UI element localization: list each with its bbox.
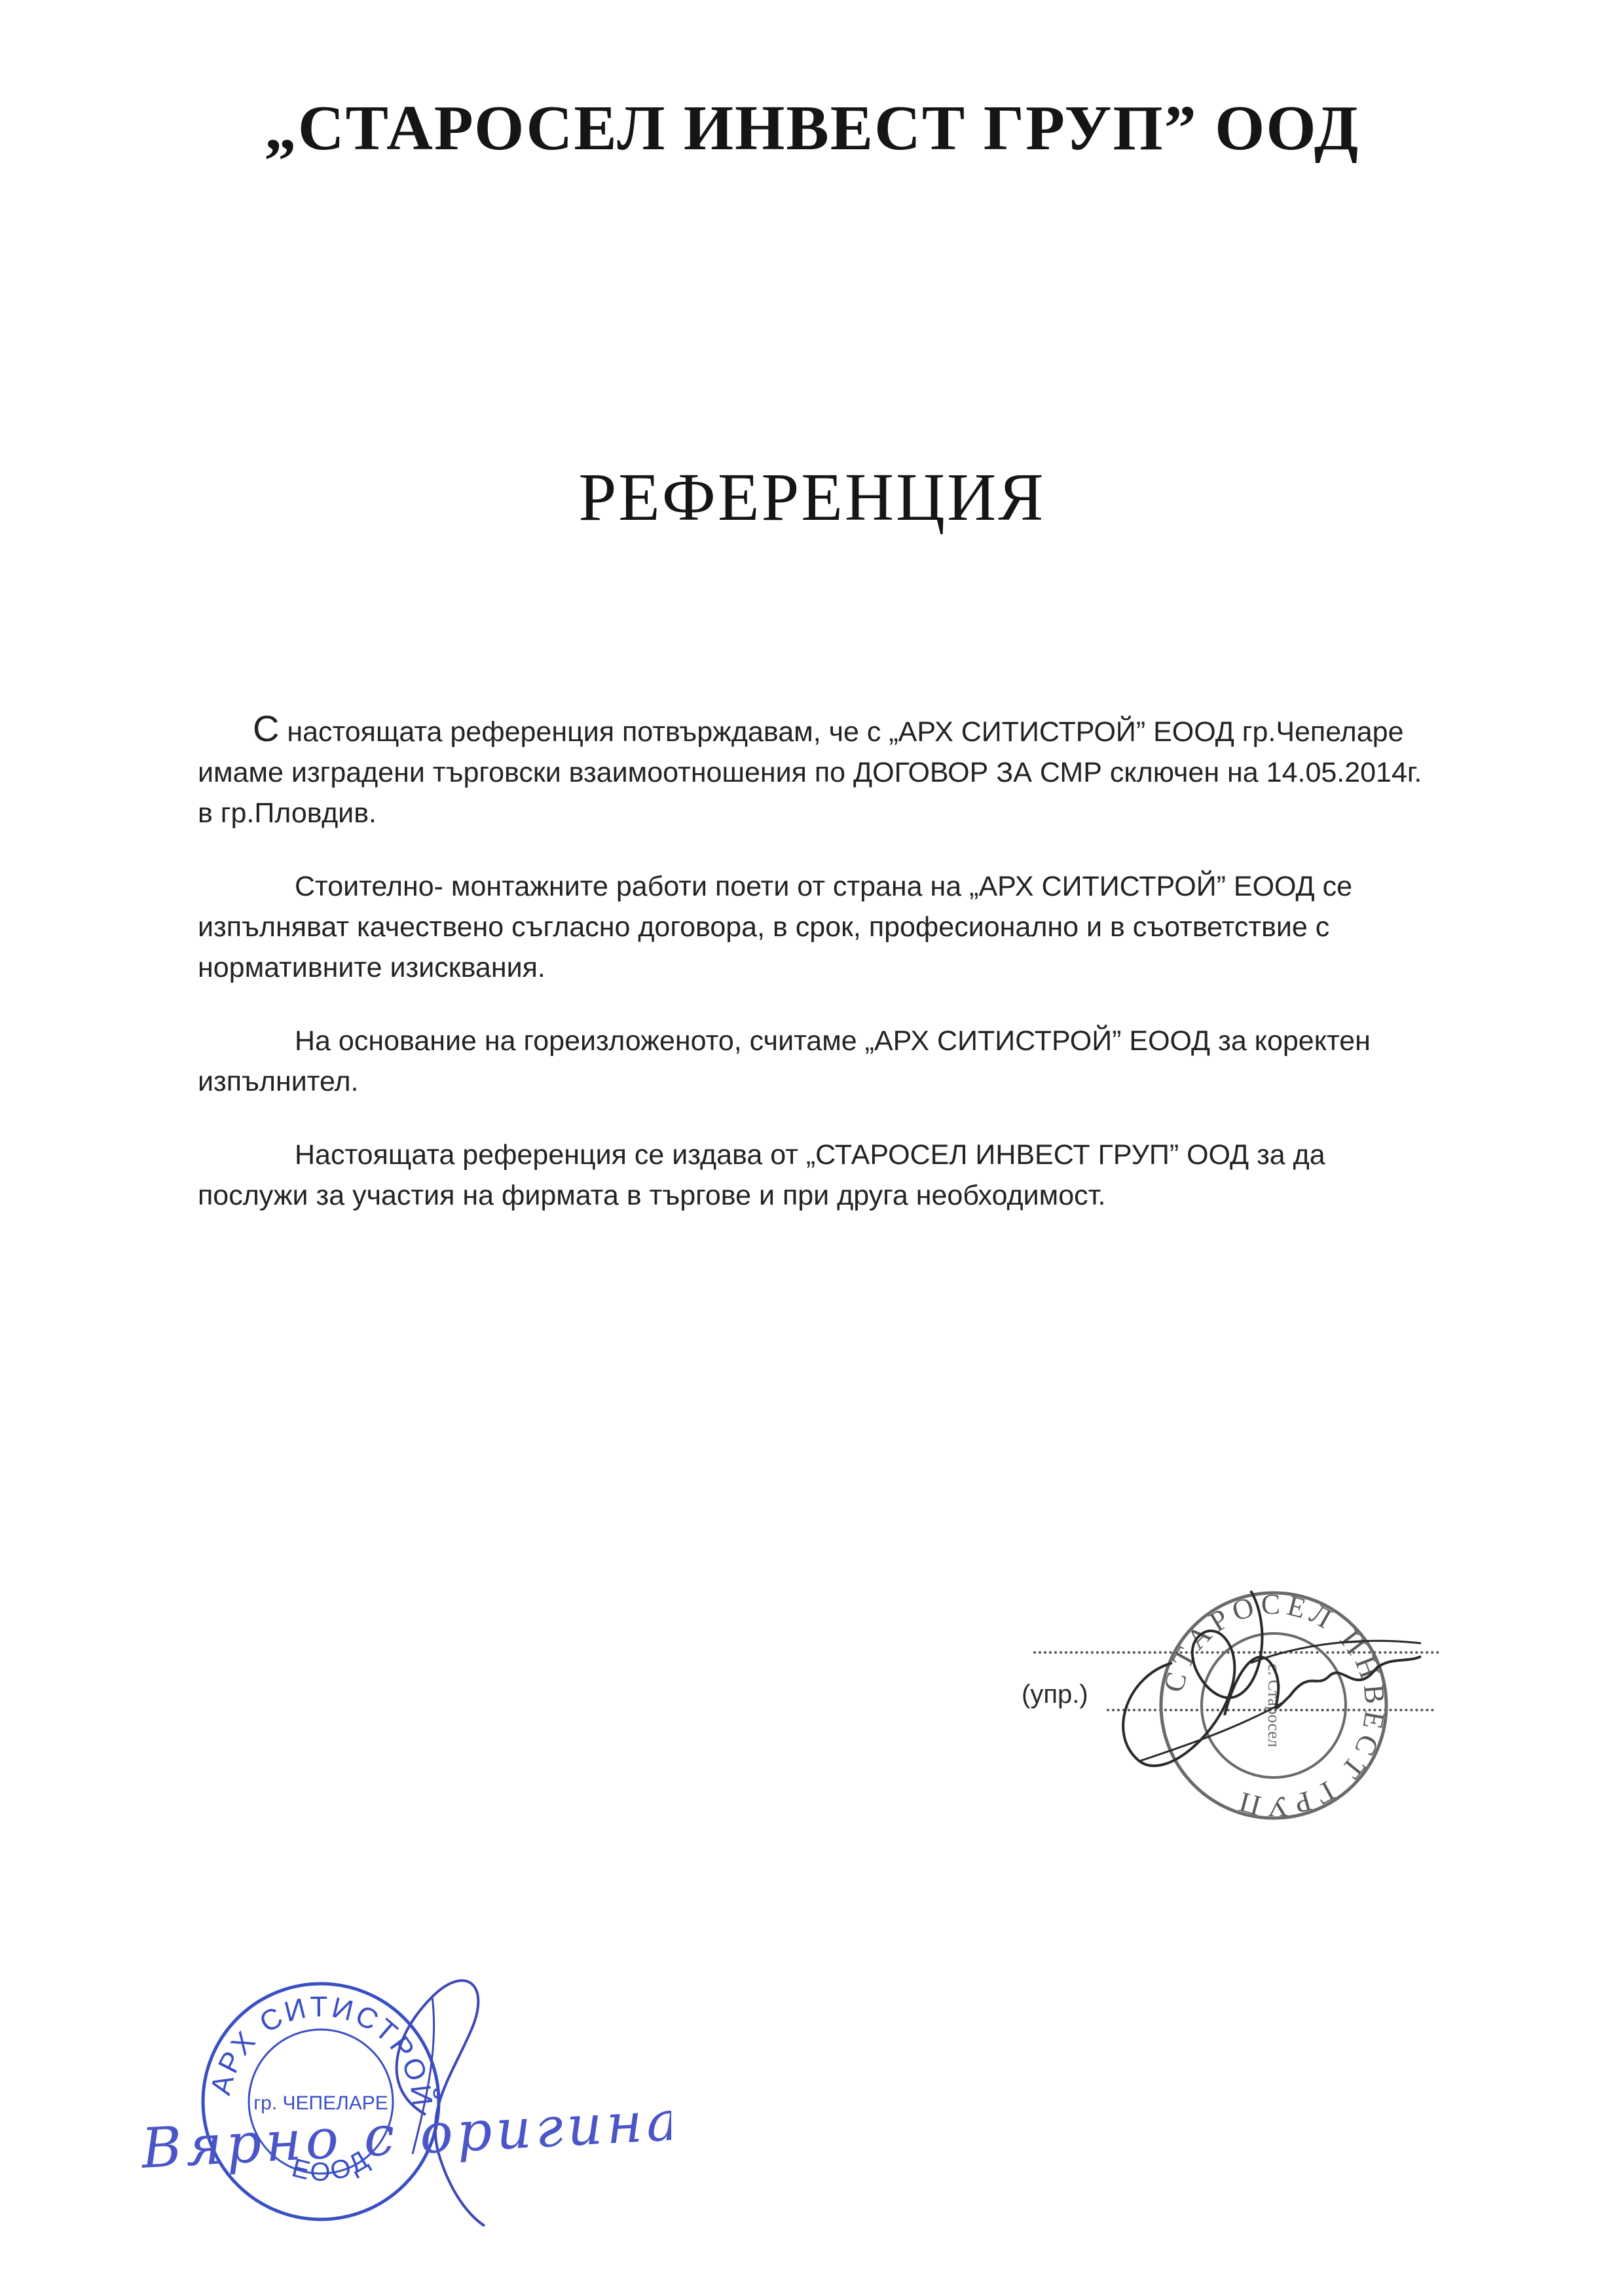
svg-text:с. Старосел: с. Старосел	[1264, 1664, 1283, 1747]
svg-text:гр. ЧЕПЕЛАРЕ: гр. ЧЕПЕЛАРЕ	[253, 2092, 388, 2114]
paragraph-2: Стоително- монтажните работи поети от страна на „АРХ СИТИСТРОЙ” ЕООД се изпълняват качествено съгласно договора, в срок, професионално и в съответствие с нормативните изисквания.	[198, 871, 1353, 983]
document-body	[198, 708, 1429, 1248]
company-heading: „СТАРОСЕЛ ИНВЕСТ ГРУП” ООД	[264, 93, 1360, 164]
director-signature	[1067, 1565, 1434, 1787]
paragraph-4: Настоящата референция се издава от „СТАРОСЕЛ ИНВЕСТ ГРУП” ООД за да послужи за участия на фирмата в търгове и при друга необходимост.	[198, 1139, 1325, 1211]
svg-text:Вярно с оригинала!: Вярно с оригинала!	[139, 2083, 671, 2181]
paragraph-3: На основание на гореизложеното, считаме „АРХ СИТИСТРОЙ” ЕООД за коректен изпълнител.	[198, 1025, 1371, 1097]
signature-prefix: (упр.)	[1022, 1680, 1088, 1709]
svg-text:СТАРОСЕЛ ИНВЕСТ ГРУП: СТАРОСЕЛ ИНВЕСТ ГРУП	[1157, 1588, 1392, 1823]
svg-text:АРХ СИТИСТРОЙ: АРХ СИТИСТРОЙ	[204, 1990, 439, 2110]
document-title: РЕФЕРЕНЦИЯ	[578, 460, 1046, 535]
paragraph-1-first-letter: С	[253, 708, 280, 749]
svg-text:ЕООД: ЕООД	[289, 2144, 376, 2187]
paragraph-1	[198, 708, 1429, 833]
paragraph-1-text: настоящата референция потвърждавам, че с „АРХ СИТИСТРОЙ” ЕООД гр.Чепеларе имаме изградени търговски взаимоотношения по ДОГОВОР ЗА СМР сключен на 14.05.2014г. в гр.Пловдив.	[198, 716, 1422, 829]
certification-note	[134, 2062, 671, 2193]
